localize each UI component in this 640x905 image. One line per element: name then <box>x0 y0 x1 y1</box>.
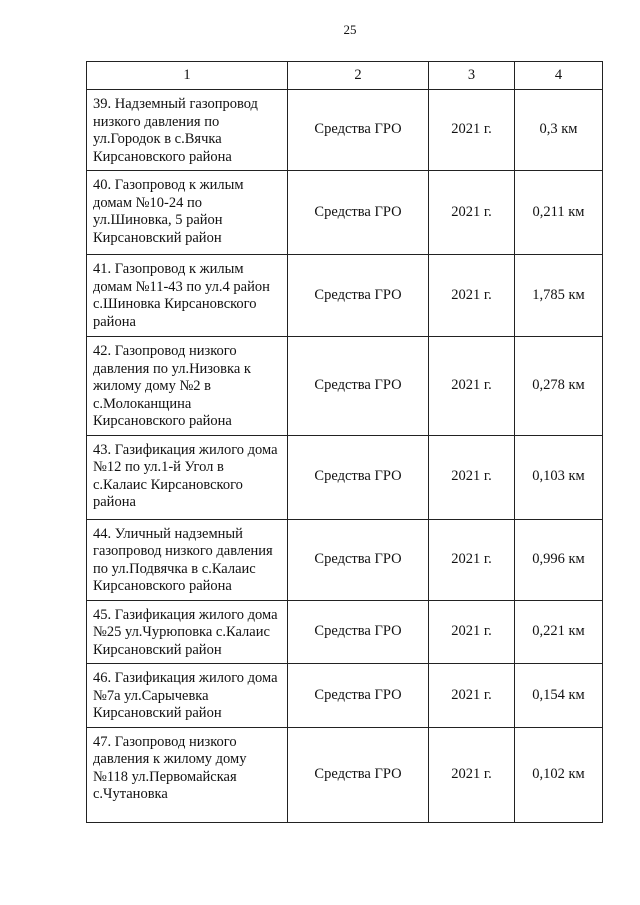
table-row <box>87 255 603 337</box>
year-cell: 2021 г. <box>429 435 515 519</box>
year-cell: 2021 г. <box>429 519 515 600</box>
table-header <box>87 62 603 90</box>
object-name-line: 44. Уличный надземный <box>93 525 243 542</box>
object-name-line: района <box>93 494 136 510</box>
year-cell: 2021 г. <box>429 171 515 255</box>
object-name-cell <box>87 435 288 519</box>
object-name-line: домам №10-24 по <box>93 194 202 211</box>
object-name-line: с.Чутановка <box>93 786 168 802</box>
object-name-cell <box>87 90 288 171</box>
year-cell: 2021 г. <box>429 727 515 822</box>
header-col-2: 2 <box>288 62 429 90</box>
length-cell: 0,221 км <box>515 600 603 664</box>
length-cell: 0,278 км <box>515 337 603 436</box>
funding-source-cell: Средства ГРО <box>288 171 429 255</box>
object-name-line: 39. Надземный газопровод <box>93 96 258 112</box>
table-row <box>87 90 603 171</box>
object-name-line: ул.Городок в с.Вячка <box>93 131 222 147</box>
object-name-line: Кирсановского района <box>93 578 232 594</box>
table-row <box>87 664 603 728</box>
length-cell: 0,3 км <box>515 90 603 171</box>
object-name-line: Кирсановского района <box>93 148 232 165</box>
object-name-cell <box>87 255 288 337</box>
object-name-line: газопровод низкого давления <box>93 543 273 559</box>
object-name-cell <box>87 727 288 822</box>
object-name-line: домам №11-43 по ул.4 район <box>93 278 270 295</box>
header-col-4: 4 <box>515 62 603 90</box>
object-name-cell <box>87 171 288 255</box>
object-name-cell <box>87 664 288 728</box>
length-cell: 1,785 км <box>515 255 603 337</box>
object-name-cell <box>87 337 288 436</box>
object-name-line: по ул.Подвячка в с.Калаис <box>93 560 256 577</box>
table-body <box>87 90 603 823</box>
year-cell: 2021 г. <box>429 337 515 436</box>
object-name-line: ул.Шиновка, 5 район <box>93 212 223 228</box>
funding-source-cell: Средства ГРО <box>288 337 429 436</box>
object-name-line: 46. Газификация жилого дома <box>93 670 278 686</box>
funding-source-cell: Средства ГРО <box>288 600 429 664</box>
length-cell: 0,211 км <box>515 171 603 255</box>
object-name-line: с.Калаис Кирсановского <box>93 476 243 493</box>
object-name-line: жилому дому №2 в <box>93 378 211 394</box>
object-name-line: №7а ул.Сарычевка <box>93 687 209 704</box>
object-name-line: Кирсановский район <box>93 705 222 721</box>
object-name-line: 40. Газопровод к жилым <box>93 177 244 193</box>
object-name-line: давления к жилому дому <box>93 751 247 767</box>
header-col-1: 1 <box>87 62 288 90</box>
object-name-line: Кирсановского района <box>93 413 232 429</box>
table-row <box>87 337 603 436</box>
object-name-line: района <box>93 313 136 330</box>
object-name-line: с.Шиновка Кирсановского <box>93 296 257 312</box>
table-row <box>87 727 603 822</box>
object-name-line: №25 ул.Чурюповка с.Калаис <box>93 624 270 640</box>
object-name-line: Кирсановский район <box>93 229 222 246</box>
funding-source-cell: Средства ГРО <box>288 727 429 822</box>
object-name-line: 45. Газификация жилого дома <box>93 606 278 623</box>
year-cell: 2021 г. <box>429 600 515 664</box>
year-cell: 2021 г. <box>429 255 515 337</box>
object-name-line: №118 ул.Первомайская <box>93 768 237 785</box>
funding-source-cell: Средства ГРО <box>288 519 429 600</box>
table-row <box>87 519 603 600</box>
table-row <box>87 171 603 255</box>
length-cell: 0,102 км <box>515 727 603 822</box>
funding-source-cell: Средства ГРО <box>288 664 429 728</box>
year-cell: 2021 г. <box>429 90 515 171</box>
object-name-line: давления по ул.Низовка к <box>93 360 251 377</box>
gas-pipeline-table <box>86 61 603 823</box>
object-name-line: 47. Газопровод низкого <box>93 733 237 750</box>
header-col-3: 3 <box>429 62 515 90</box>
length-cell: 0,996 км <box>515 519 603 600</box>
object-name-line: низкого давления по <box>93 113 220 130</box>
object-name-line: 42. Газопровод низкого <box>93 343 237 359</box>
object-name-line: №12 по ул.1-й Угол в <box>93 459 224 475</box>
object-name-line: 41. Газопровод к жилым <box>93 261 244 277</box>
length-cell: 0,103 км <box>515 435 603 519</box>
header-row <box>87 62 603 90</box>
funding-source-cell: Средства ГРО <box>288 255 429 337</box>
table-row <box>87 600 603 664</box>
funding-source-cell: Средства ГРО <box>288 90 429 171</box>
object-name-cell <box>87 600 288 664</box>
object-name-line: с.Молоканщина <box>93 395 192 412</box>
page-number: 25 <box>343 22 357 37</box>
object-name-line: 43. Газификация жилого дома <box>93 441 278 458</box>
year-cell: 2021 г. <box>429 664 515 728</box>
table-row <box>87 435 603 519</box>
object-name-line: Кирсановский район <box>93 641 222 658</box>
object-name-cell <box>87 519 288 600</box>
funding-source-cell: Средства ГРО <box>288 435 429 519</box>
length-cell: 0,154 км <box>515 664 603 728</box>
